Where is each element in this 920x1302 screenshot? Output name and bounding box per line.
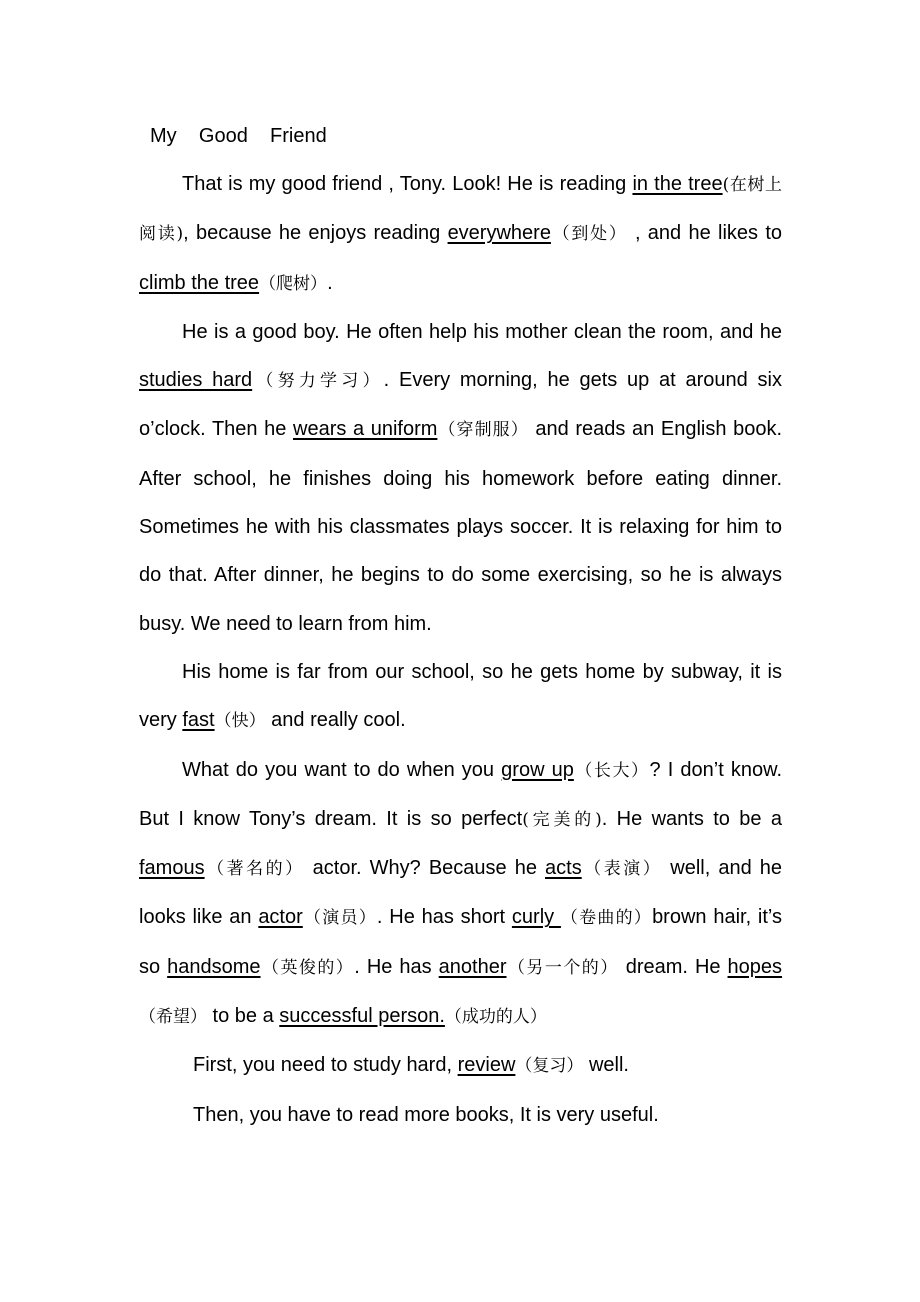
text-run: . He has xyxy=(354,955,439,978)
text-run: well, and he looks like an xyxy=(139,857,783,929)
text-run: What do you want to do when you xyxy=(182,758,502,781)
text-run: Then, you have to read more books, It is very useful. xyxy=(193,1103,659,1126)
underlined-term: actor xyxy=(258,906,303,929)
underlined-term: climb the tree xyxy=(139,271,260,294)
document-body xyxy=(139,160,782,1139)
underlined-term: hopes xyxy=(727,955,783,978)
underlined-term: studies hard xyxy=(139,369,253,392)
underlined-term: in the tree xyxy=(632,173,723,195)
paragraph-dream xyxy=(139,746,782,1042)
paragraph-good-boy xyxy=(139,308,782,648)
text-run: to be a xyxy=(207,1005,280,1028)
document-title: My Good Friend xyxy=(150,125,327,147)
paragraph-home-subway xyxy=(139,648,782,746)
text-run: . xyxy=(327,271,333,294)
text-run: and really cool. xyxy=(265,709,406,732)
text-run: , because he enjoys reading xyxy=(183,222,448,245)
chinese-gloss: （英俊的） xyxy=(260,957,355,978)
chinese-gloss: （复习） xyxy=(515,1056,584,1077)
chinese-gloss: （努力学习） xyxy=(252,371,384,392)
chinese-gloss: （希望） xyxy=(139,1007,207,1028)
text-run: ? I don’t know. But I know Tony’s dream. It is so perfect xyxy=(139,758,783,830)
chinese-gloss: （成功的人） xyxy=(444,1007,547,1028)
text-run: That is my good friend , Tony. Look! He is reading xyxy=(182,173,633,195)
text-run: He is a good boy. He often help his mother clean the room, and he xyxy=(182,320,782,343)
chinese-gloss: （著名的） xyxy=(204,859,305,880)
text-run: and reads an English book. After school, he finishes doing his homework before eating dinner. Sometimes he with his classmates plays soccer. It is relaxing for him to do that. After dinner, he begins to do some exercising, so he is always busy. We need to learn from him. xyxy=(139,418,783,635)
text-run: dream. He xyxy=(618,955,728,978)
underlined-term: successful person. xyxy=(279,1005,445,1028)
chinese-gloss: （快） xyxy=(214,711,266,732)
text-run: brown hair, it’s so xyxy=(139,906,782,978)
chinese-gloss: （爬树） xyxy=(259,273,328,294)
paragraph-tony-reading xyxy=(139,160,782,308)
underlined-term: curly xyxy=(511,906,561,929)
chinese-gloss: （另一个的） xyxy=(506,957,619,978)
underlined-term: another xyxy=(438,955,507,978)
chinese-gloss: （到处） xyxy=(550,224,628,245)
text-run: His home is far from our school, so he gets home by subway, it is very xyxy=(139,660,782,732)
underlined-term: fast xyxy=(182,709,215,732)
paragraph-then xyxy=(139,1091,782,1139)
chinese-gloss: （演员） xyxy=(302,908,377,929)
text-run: actor. Why? Because he xyxy=(304,857,546,880)
paragraph-first xyxy=(139,1041,782,1090)
underlined-term: handsome xyxy=(167,955,261,978)
underlined-term: wears a uniform xyxy=(293,418,438,441)
text-run: . He wants to be a xyxy=(601,807,782,830)
underlined-term: grow up xyxy=(501,758,574,781)
underlined-term: everywhere xyxy=(447,222,551,245)
text-run: , and he likes to xyxy=(627,222,783,245)
chinese-gloss: （长大） xyxy=(573,760,650,781)
chinese-gloss: （表演） xyxy=(581,859,663,880)
text-run: well. xyxy=(583,1054,629,1077)
chinese-gloss: (完美的) xyxy=(522,809,602,830)
chinese-gloss: （穿制服） xyxy=(437,420,529,441)
underlined-term: acts xyxy=(545,857,582,880)
text-run: . He has short xyxy=(376,906,512,929)
text-run: First, you need to study hard, xyxy=(193,1054,458,1077)
chinese-gloss: （卷曲的） xyxy=(560,908,653,929)
chinese-gloss: (在树上阅读) xyxy=(139,175,783,245)
underlined-term: famous xyxy=(139,857,205,880)
text-run: . Every morning, he gets up at around six o’clock. Then he xyxy=(139,369,782,441)
underlined-term: review xyxy=(457,1054,516,1077)
